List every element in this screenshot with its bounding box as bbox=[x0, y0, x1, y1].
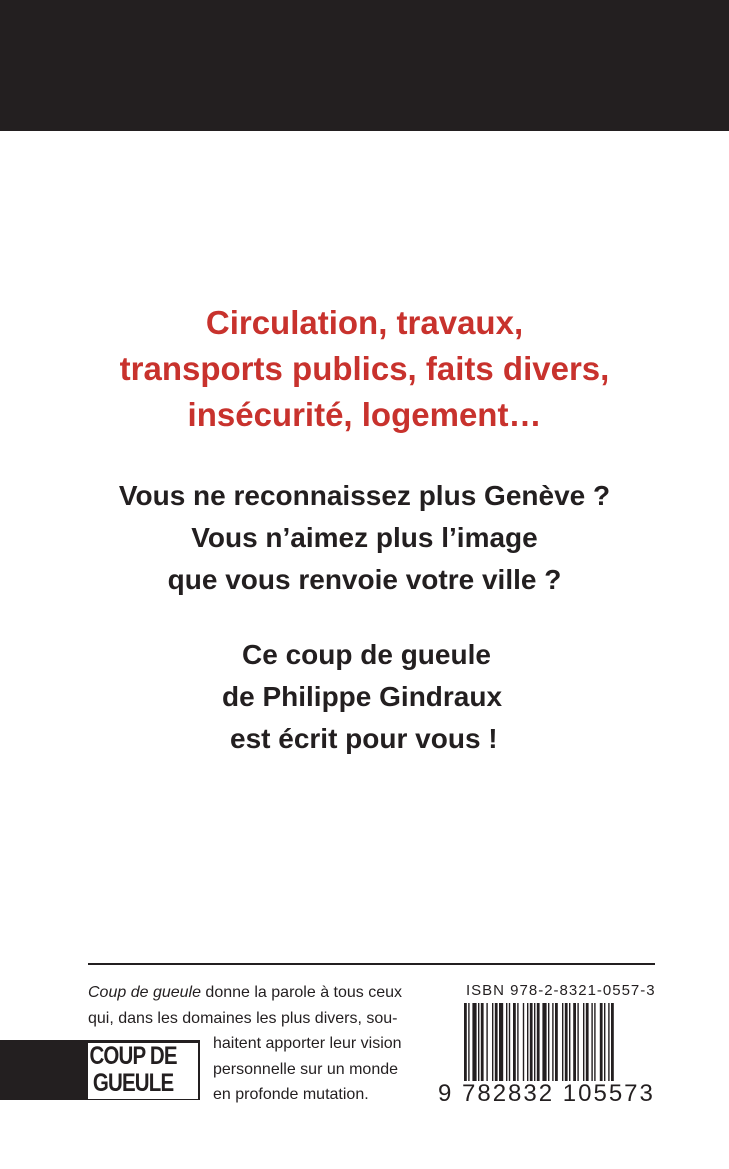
closing-line-3: est écrit pour vous ! bbox=[230, 723, 498, 754]
headline-block bbox=[0, 300, 729, 438]
headline-line-2: transports publics, faits divers, bbox=[119, 350, 610, 387]
isbn-label: ISBN 978-2-8321-0557-3 bbox=[466, 982, 656, 999]
blurb-line-2: qui, dans les domaines les plus divers, sou- bbox=[88, 1009, 398, 1027]
question-line-3: que vous renvoie votre ville ? bbox=[167, 564, 562, 595]
logo-line-2: GUEULE bbox=[92, 1069, 174, 1097]
divider-rule bbox=[88, 963, 655, 965]
blurb-line-1-rest: donne la parole à tous ceux bbox=[200, 984, 403, 1001]
closing-block bbox=[0, 634, 729, 760]
blurb-line-3: haitent apporter leur vision bbox=[213, 1035, 402, 1052]
question-line-1: Vous ne reconnaissez plus Genève ? bbox=[118, 480, 611, 511]
blurb-line-5: en profonde mutation. bbox=[213, 1086, 369, 1103]
logo-line-1: COUP DE bbox=[89, 1042, 177, 1070]
series-name: Coup de gueule bbox=[88, 984, 201, 1001]
blurb-line-4: personnelle sur un monde bbox=[213, 1060, 399, 1078]
closing-line-1: Ce coup de gueule bbox=[242, 639, 491, 670]
questions-block bbox=[0, 475, 729, 601]
headline-line-3: insécurité, logement… bbox=[187, 396, 542, 433]
question-line-2: Vous n’aimez plus l’image bbox=[191, 522, 538, 553]
top-dark-band bbox=[0, 0, 729, 131]
headline-line-1: Circulation, travaux, bbox=[205, 304, 524, 341]
closing-line-2: de Philippe Gindraux bbox=[222, 681, 503, 712]
barcode-digits: 9 782832 105573 bbox=[438, 1080, 655, 1107]
blurb-line-1 bbox=[88, 980, 433, 1006]
barcode-icon bbox=[464, 1003, 656, 1081]
coup-de-gueule-logo bbox=[88, 1043, 198, 1099]
